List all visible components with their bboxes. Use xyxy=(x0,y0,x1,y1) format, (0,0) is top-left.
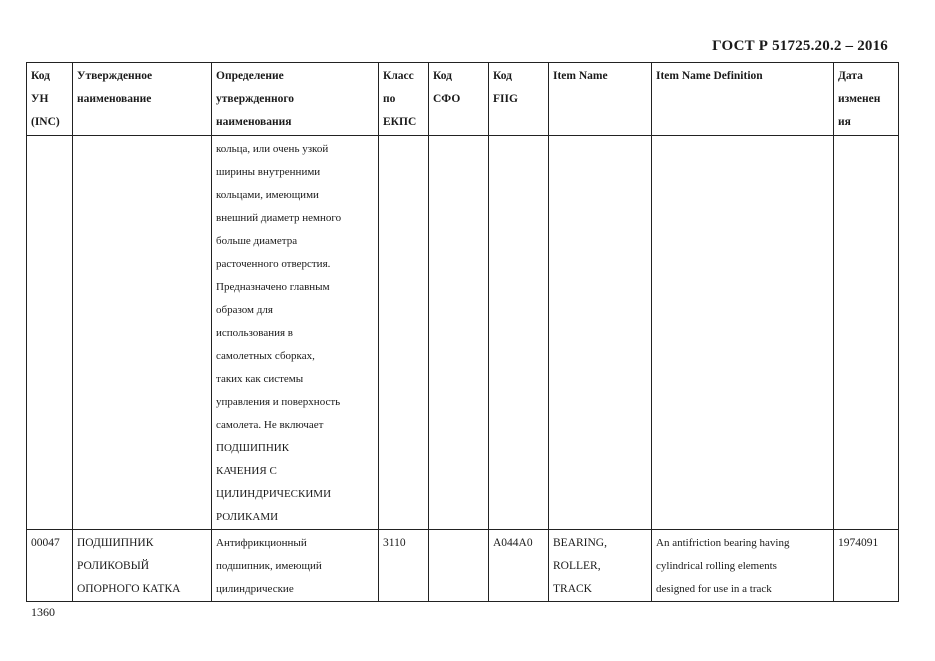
header-approved-name: Утвержденное наименование xyxy=(73,63,212,136)
header-item-name-definition: Item Name Definition xyxy=(652,63,834,136)
cell-name: ПОДШИПНИК РОЛИКОВЫЙ ОПОРНОГО КАТКА xyxy=(73,530,212,602)
header-ekps-class: Класс по ЕКПС xyxy=(379,63,429,136)
cell-change-date: 1974091 xyxy=(834,530,899,602)
table-row xyxy=(27,530,899,602)
cell-item-name: BEARING, ROLLER, TRACK xyxy=(549,530,652,602)
header-fiig-code: Код FIIG xyxy=(489,63,549,136)
cell-item-name xyxy=(549,136,652,530)
header-inc-code: Код УН (INC) xyxy=(27,63,73,136)
cell-item-name-definition: An antifriction bearing having cylindrical rolling elements designed for use in a track xyxy=(652,530,834,602)
header-sfo-code: Код СФО xyxy=(429,63,489,136)
header-name-definition: Определение утвержденного наименования xyxy=(212,63,379,136)
cell-sfo-code xyxy=(429,136,489,530)
cell-sfo-code xyxy=(429,530,489,602)
header-item-name: Item Name xyxy=(549,63,652,136)
item-name-table xyxy=(26,62,899,602)
cell-fiig-code: A044A0 xyxy=(489,530,549,602)
cell-ekps-class xyxy=(379,136,429,530)
cell-inc xyxy=(27,136,73,530)
header-change-date: Дата изменен ия xyxy=(834,63,899,136)
cell-name xyxy=(73,136,212,530)
table-header-row xyxy=(27,63,899,136)
cell-change-date xyxy=(834,136,899,530)
cell-inc: 00047 xyxy=(27,530,73,602)
cell-ekps-class: 3110 xyxy=(379,530,429,602)
cell-definition: кольца, или очень узкой ширины внутренними кольцами, имеющими внешний диаметр немного больше диаметра расточенного отверстия. Предназначено главным образом для использования в самолетных сборках, таких как системы управления и поверхность самолета. Не включает ПОДШИПНИК КАЧЕНИЯ С ЦИЛИНДРИЧЕСКИМИ РОЛИКАМИ xyxy=(212,136,379,530)
page-number: 1360 xyxy=(31,605,55,619)
cell-fiig-code xyxy=(489,136,549,530)
table-row xyxy=(27,136,899,530)
document-title: ГОСТ Р 51725.20.2 – 2016 xyxy=(712,38,888,54)
cell-definition: Антифрикционный подшипник, имеющий цилиндрические xyxy=(212,530,379,602)
cell-item-name-definition xyxy=(652,136,834,530)
